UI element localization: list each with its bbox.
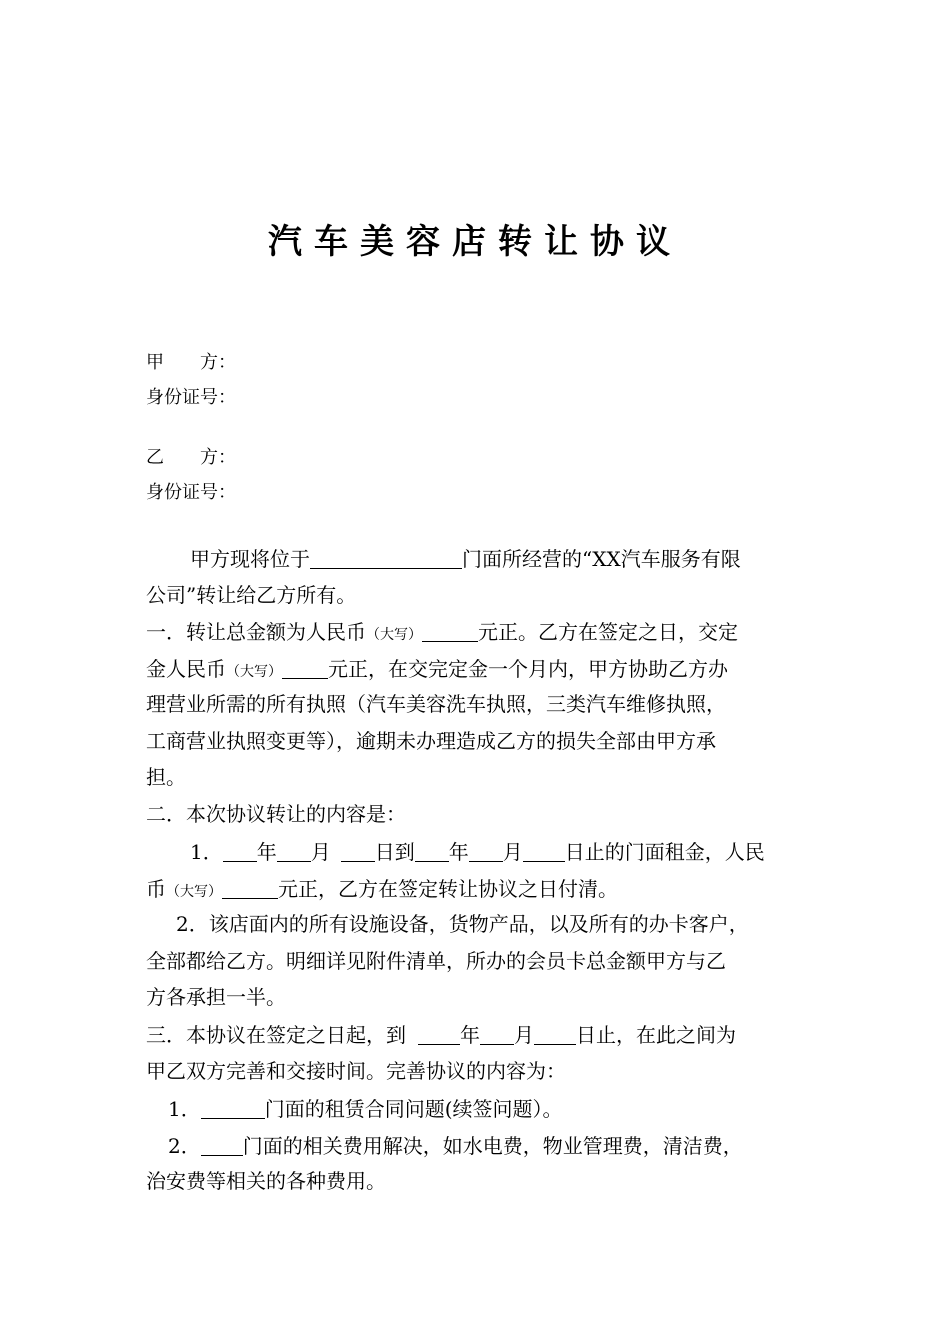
section-3-line-1 <box>146 1024 736 1045</box>
month-label: 月 <box>310 840 331 864</box>
section-2-item-1-text-c: 元正，乙方在签定转让协议之日付清。 <box>278 877 618 901</box>
deposit-amount-blank <box>282 658 328 679</box>
intro-text-a: 甲方现将位于 <box>190 547 310 571</box>
item-number: 1． <box>168 1097 201 1121</box>
section-2-item-2-line-2 <box>146 951 726 971</box>
section-1-text-c: 金人民币 <box>146 657 226 681</box>
paragraph-intro-line-1 <box>190 548 741 569</box>
fees-blank <box>201 1135 243 1156</box>
party-a-name-label: 甲 方： <box>146 352 236 373</box>
document-title: 汽车美容店转让协议 <box>268 222 682 262</box>
section-2-item-2-text-a: 2．该店面内的所有设施设备，货物产品，以及所有的办卡客户， <box>176 912 749 936</box>
rent-text: 日止的门面租金，人民 <box>564 840 765 864</box>
section-3-item-2-line-1 <box>168 1135 743 1156</box>
section-1-line-3 <box>146 694 726 714</box>
section-3-item-2-text-b: 门面的相关费用解决，如水电费，物业管理费，清洁费， <box>242 1134 743 1158</box>
section-3-text-a: 三．本协议在签定之日起，到 <box>146 1023 406 1047</box>
section-1-text-a: 一．转让总金额为人民币 <box>146 620 366 644</box>
section-3-item-1 <box>168 1098 563 1119</box>
section-2-item-2-text-c: 方各承担一半。 <box>146 985 286 1009</box>
daxie-note: （大写） <box>166 884 222 900</box>
section-2-item-1-line-1 <box>190 841 765 862</box>
section-1-line-2 <box>146 658 728 679</box>
intro-text-b: 门面所经营的“XX汽车服务有限 <box>462 547 741 571</box>
deadline-month-blank <box>480 1024 514 1045</box>
lease-blank <box>201 1098 265 1119</box>
deadline-day-blank <box>534 1024 576 1045</box>
party-a-id-label <box>146 383 236 409</box>
rent-amount-blank <box>222 878 278 899</box>
section-3-item-1-text: 门面的租赁合同问题(续签问题）。 <box>264 1097 563 1121</box>
paragraph-intro-line-2 <box>146 585 356 605</box>
section-1-text-g: 担。 <box>146 765 186 789</box>
day-to-label: 日到 <box>374 840 415 864</box>
section-1-text-f: 工商营业执照变更等），逾期未办理造成乙方的损失全部由甲方承 <box>146 729 716 753</box>
section-1-line-1 <box>146 621 738 642</box>
intro-text-c: 公司”转让给乙方所有。 <box>146 583 357 607</box>
section-3-text-c: 甲乙双方完善和交接时间。完善协议的内容为： <box>146 1059 566 1083</box>
year-label: 年 <box>448 840 469 864</box>
daxie-note: （大写） <box>366 627 422 643</box>
deadline-year-blank <box>418 1024 460 1045</box>
section-1-line-4 <box>146 731 716 751</box>
month-label: 月 <box>514 1023 534 1047</box>
section-3-text-b: 日止，在此之间为 <box>576 1023 736 1047</box>
section-3-item-2-line-2 <box>146 1171 386 1191</box>
party-b-label <box>146 443 236 469</box>
location-blank <box>310 548 462 569</box>
party-b-id-label <box>146 478 236 504</box>
month-label: 月 <box>502 840 523 864</box>
section-2-item-2-text-b: 全部都给乙方。明细详见附件清单，所办的会员卡总金额甲方与乙 <box>146 949 726 973</box>
year-label: 年 <box>460 1023 480 1047</box>
party-a-id-text: 身份证号： <box>146 387 236 408</box>
total-amount-blank <box>422 621 478 642</box>
start-year-blank <box>223 841 257 862</box>
start-month-blank <box>277 841 311 862</box>
start-day-blank <box>341 841 375 862</box>
item-number: 2． <box>168 1134 201 1158</box>
section-2-item-2-line-1 <box>176 914 749 934</box>
section-1-text-b: 元正。乙方在签定之日，交定 <box>478 620 738 644</box>
section-1-text-d: 元正，在交完定金一个月内，甲方协助乙方办 <box>328 657 728 681</box>
year-label: 年 <box>256 840 277 864</box>
section-2-title-text: 二．本次协议转让的内容是： <box>146 802 406 826</box>
party-a-label <box>146 348 236 374</box>
section-1-line-5 <box>146 767 186 787</box>
section-3-line-2 <box>146 1061 566 1081</box>
section-1-text-e: 理营业所需的所有执照（汽车美容洗车执照，三类汽车维修执照， <box>146 692 726 716</box>
party-b-name-label: 乙 方： <box>146 447 236 468</box>
daxie-note: （大写） <box>226 664 282 680</box>
end-year-blank <box>415 841 449 862</box>
section-2-item-2-line-3 <box>146 987 286 1007</box>
section-2-item-1-line-2 <box>146 878 618 899</box>
item-number: 1． <box>190 840 223 864</box>
section-2-title <box>146 804 406 824</box>
section-3-item-2-text-c: 治安费等相关的各种费用。 <box>146 1169 386 1193</box>
currency-char: 币 <box>146 877 166 901</box>
end-month-blank <box>469 841 503 862</box>
end-day-blank <box>523 841 565 862</box>
party-b-id-text: 身份证号： <box>146 482 236 503</box>
